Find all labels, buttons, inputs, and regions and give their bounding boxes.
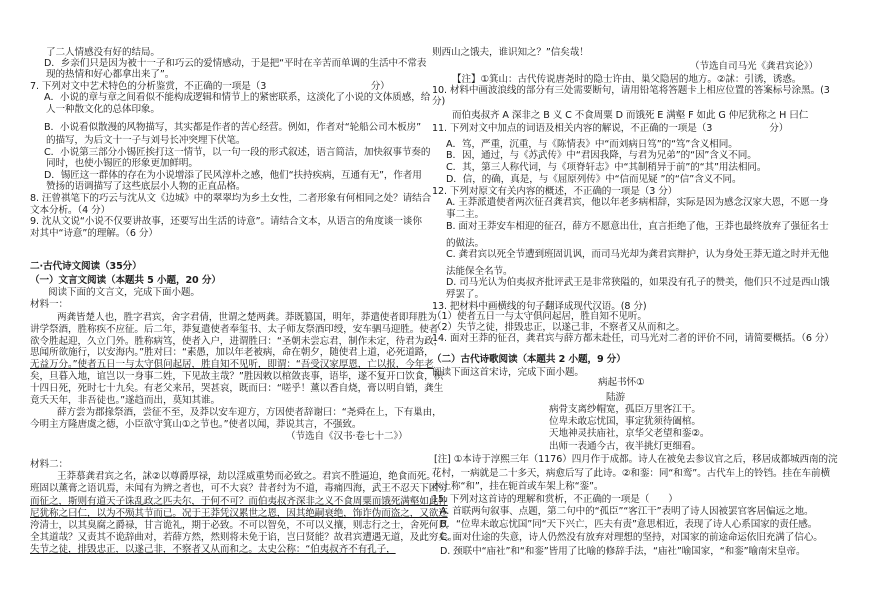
left-column-text-line: 9. 沈从文说“小说不仅要讲故事，还要写出生活的诗意”。请结合文本，从语言的角度谈一谈你 [30, 216, 422, 227]
right-column-text-line: 木上称“和”，挂在轭首或车架上称“銮”。 [432, 481, 604, 492]
right-column-text-line: 14. 面对王莽的征召，龚君宾与薛方都未赴任，司马光对二者的评价不同，请简要概括。（6 分） [432, 333, 834, 344]
right-column-text-line: 花村，一病就是二十多天，病愈后写了此诗。②和銮：同“和鸾”。古代车上的铃铛。挂在车前横 [432, 468, 830, 479]
left-column-text-line: 文本分析。（4 分） [30, 205, 111, 216]
left-column-text-line: 全其道哉？又责其不诡辞曲对，若薛方然，然则将未免于谄，岂曰贤能？故君宾遭遇无道，及此穷矣。 [30, 532, 458, 543]
right-column-text-line: （节选自司马光《龚君宾论》） [690, 61, 819, 72]
left-column-text-line: 矣，旦暮入地，谊岂以一身事二姓，下见故主哉？”胜因敕以棺敛丧事，语毕，遂不复开口饮食，积 [30, 371, 444, 382]
right-column-text-line: 事二主。 [446, 209, 484, 220]
right-column-text-line: 病起书怀① [598, 377, 645, 388]
right-column-text-line: A．笃，严重，沉重，与《陈情表》中“而刘病日笃”的“笃”含义相同。 [446, 139, 738, 150]
right-column-text-line: 15. 下列对这首诗的理解和赏析，不正确的一项是（ ） [432, 494, 678, 505]
right-column-text-line: （二）古代诗歌阅读（本题共 2 小题，9 分） [432, 354, 626, 365]
left-column-text-line: 尼犹称之曰仁，以为不殒其节而已。况于王莽凭汉累世之恩，因其绝嗣衰绝，饰诈伪而盗之，又欲还 [30, 508, 448, 519]
left-column-text-line: 两龚皆楚人也，胜字君宾，舍字君倩，世谓之楚两龚。莽既篡国，明年，莽遣使者即拜胜为 [57, 312, 437, 323]
left-column-text-line: 今明主方隆唐虞之德，小臣欲守箕山①之节也。”使者以闻，莽说其言，不强致。 [30, 419, 362, 430]
left-column-text-line: 十四日死，死时七十九矣。有老父来吊，哭甚哀，既而曰：“嗟乎！薰以香自烧，膏以明自销，龚生 [30, 383, 444, 394]
right-column-text-line: B. 面对王莽安车相迎的征召，薛方不愿意出仕，直言拒绝了他，王莽也最终放弃了强征名士 [446, 221, 829, 232]
left-column-text-line: 竟夭天年，非吾徒也。”遂趋而出，莫知其谁。 [30, 395, 220, 406]
right-column-text-line: B．因，通过，与《苏武传》中“君因我降，与君为兄弟”的“因”含义不同。 [446, 150, 757, 161]
left-column-text-line: B．小说看似散漫的风物描写，其实都是作者的苦心经营。例如，作者对“轮船公司木板房” [44, 122, 421, 133]
right-column-text-line: 10. 材料中画波浪线的部分有三处需要断句，请用铅笔将答题卡上相应位置的答案标号涂黑。(3 [432, 85, 830, 96]
right-column-text-line: A. 王莽派遣使者两次征召龚君宾，他以年老多病相辞，实际是因为感念汉家大恩，不愿一身 [446, 197, 829, 208]
left-column-text-line: 思闻所欲施行，以安海内。”胜对曰：“素愚，加以年老被病，命在朝夕，随使君上道，必死道路， [30, 347, 434, 358]
right-column-text-line: C．其，第三人称代词，与《项脊轩志》中“其制稍异于前”的“其”用法相同。 [446, 162, 767, 173]
right-column-text-line: 12. 下列对原文有关内容的概述，不正确的一项是（3 分） [432, 186, 678, 197]
right-column-text-line: 分) [432, 96, 446, 107]
left-column-text-line: A．小说的章与章之间看似不能构成逻辑和情节上的紧密联系，这淡化了小说的文体质感，给 [44, 92, 431, 103]
left-column-text-line: （节选自《汉书·卷七十二》） [286, 431, 408, 442]
right-column-text-line: 出师一表通今古，夜半挑灯更细看。 [549, 441, 701, 452]
right-column-text-line: C. 龚君宾以死全节遭到班固讥讽，而司马光却为龚君宾辩护，认为身处王莽无道之时并无他 [446, 249, 829, 260]
right-column-text-line: B．“位卑未敢忘忧国”同“天下兴亡，匹夫有责”意思相近，表现了诗人心系国家的责任感。 [440, 519, 818, 530]
left-column-text-line: 人一种散文化的总体印象。 [46, 104, 160, 115]
left-column-text-line: 对其中“诗意”的理解。（6 分） [30, 228, 158, 239]
right-column-text-line: 而伯夷叔齐 A 深非之 B 义 C 不食周粟 D 而饿死 E 满壑 F 如此 G 仲尼犹称之 H 曰仁 [452, 110, 809, 121]
left-column-text-line: 材料二： [30, 459, 68, 470]
left-column-text-line: 二·古代诗文阅读（35分） [30, 261, 142, 272]
right-column-text-line: （2）失节之徒，排毁忠正，以遂己非，不察者又从而和之。 [432, 322, 685, 333]
right-column-text-line: 11. 下列对文中加点的词语及相关内容的解说，不正确的一项是（3 分） [432, 123, 789, 134]
right-column-text-line: [注] ①本诗于淳熙三年（1176）四月作于成都。诗人在被免去参议官之后，移居成都城西南的浣 [434, 454, 838, 465]
right-column-text-line: 【注】①箕山：古代传说唐尧时的隐士许由、巢父隐居的地方。②訹：引诱，诱惑。 [452, 74, 802, 85]
right-column-text-line: 的做法。 [446, 238, 484, 249]
left-column-text-line: 薛方尝为郡掾祭酒，尝征不至，及莽以安车迎方，方因使者辞谢曰：“尧舜在上，下有巢由， [57, 407, 442, 418]
right-column-text-line: D．信，的确，真是，与《屈原列传》中“信而见疑 ”的“信”含义不同。 [446, 174, 742, 185]
left-column-text-line: 同时，也使小锡匠的形象更加鲜明。 [46, 158, 198, 169]
left-column-text-line: D．乡亲们只是因为被十一子和巧云的爱情感动，于是把“平时在辛苦而单调的生活中不常表 [44, 58, 427, 69]
left-column-text-line: 欲令胜起迎，久立门外。胜称病笃，使者入户，进谓胜曰：“圣朝未尝忘君，制作未定，待君为政， [30, 336, 444, 347]
left-column-text-line: 而征之，斯则有道天子诛乱政之匹夫尔，于何不可？而伯夷叔齐深非之义不食周粟而饿死满壑如此仲 [30, 496, 448, 507]
right-column-text-line: D. 司马光认为伯夷叔齐批评武王是非常狭隘的，如果没有孔子的赞美，他们只不过是西山饿 [446, 277, 830, 288]
left-column-text-line: 班固以薰膏之语讥焉，未闻有为辨之者也，可不大哀？昔者纣为不道，毒痛四海，武王不忍天下困穷 [30, 483, 448, 494]
left-column-text-line: 了二人情感没有好的结局。 [46, 47, 160, 58]
right-column-text-line: 天地神灵扶庙社，京华父老望和銮②。 [549, 428, 710, 439]
right-column-text-line: 病骨支离纱帽宽，孤臣万里客江干。 [549, 404, 701, 415]
right-column-text-line: 则西山之饿夫，谁识知之？”信矣哉！ [432, 47, 589, 58]
right-column-text-line: D. 颈联中“庙社”和“和銮”皆用了比喻的修辞手法，“庙社”喻国家，“和銮”喻南宋皇帝。 [440, 546, 806, 557]
left-column-text-line: （一）文言文阅读（本题共 5 小题，20 分） [30, 275, 221, 286]
right-column-text-line: 阅读下面这首宋诗，完成下面小题。 [432, 367, 584, 378]
left-column-text-line: 讲学祭酒，胜称疾不应征。后二年，莽复遣使者奉玺书、太子师友祭酒印绶，安车驷马迎胜。使者 [30, 324, 439, 335]
left-column-text-line: 7. 下列对文中艺术特色的分析鉴赏，不正确的一项是（3 分） [30, 81, 390, 92]
right-column-text-line: （1）使者五日一与太守俱问起居，胜自知不见听。 [432, 311, 647, 322]
left-column-text-line: 现的热情和好心都拿出来了”。 [46, 69, 175, 80]
left-column-text-line: C．小说第三部分小锡匠挨打这一情节，以一句一段的形式叙述，语言简洁，加快叙事节奏的 [44, 147, 431, 158]
left-column-text-line: 材料一： [30, 299, 68, 310]
left-column-text-line: 失节之徒，排毁忠正，以遂己非，不察者又从而和之。太史公称：“伯夷叔齐不有孔子， [30, 544, 396, 555]
right-column-text-line: C. 面对仕途的失意，诗人仍然没有放弃对理想的坚持，对国家的前途命运依旧充满了信心。 [440, 532, 823, 543]
right-column-text-line: A. 首联两句叙事、点题，第二句中的“孤臣”“客江干”表明了诗人因被罢官客居偏远之地。 [440, 506, 814, 517]
left-column-text-line: 无益万分。”使者五日一与太守俱问起居，胜自知不见听，即谓：“吾受汉家厚恩，亡以报，今年老 [30, 359, 434, 370]
right-column-text-line: 位卑未敢忘忧国，事定犹须待阖棺。 [549, 416, 701, 427]
left-column-text-line: D．锡匠这一群体的存在为小说增添了民风淳朴之感，他们“扶持疾病，互通有无”，作者用 [44, 170, 422, 181]
left-column-text-line: 王莽慕龚君宾之名，訹②以尊爵厚禄，劫以淫威重势而必致之。君宾不胜逼迫，绝食而死。 [57, 471, 436, 482]
right-column-text-line: 法能保全名节。 [446, 266, 513, 277]
right-column-text-line: 13. 把材料中画横线的句子翻译成现代汉语。(8 分) [432, 301, 647, 312]
left-column-text-line: 8. 汪曾祺笔下的巧云与沈从文《边城》中的翠翠均为乡土女性，二者形象有何相同之处？请结合 [30, 193, 432, 204]
left-column-text-line: 洿清士，以其臭腐之爵禄，甘言诡礼，期于必致。不可以智免，不可以义攘，则志行之士，舍死何以 [30, 520, 448, 531]
right-column-text-line: 殍罢了。 [446, 289, 484, 300]
left-column-text-line: 阅读下面的文言文，完成下面小题。 [48, 287, 200, 298]
right-column-text-line: 陆游 [606, 392, 625, 403]
left-column-text-line: 赞扬的语调描写了这些底层小人物的正直品格。 [46, 181, 246, 192]
left-column-text-line: 的描写，为后文十一子与刘号长冲突埋下伏笔。 [46, 135, 246, 146]
